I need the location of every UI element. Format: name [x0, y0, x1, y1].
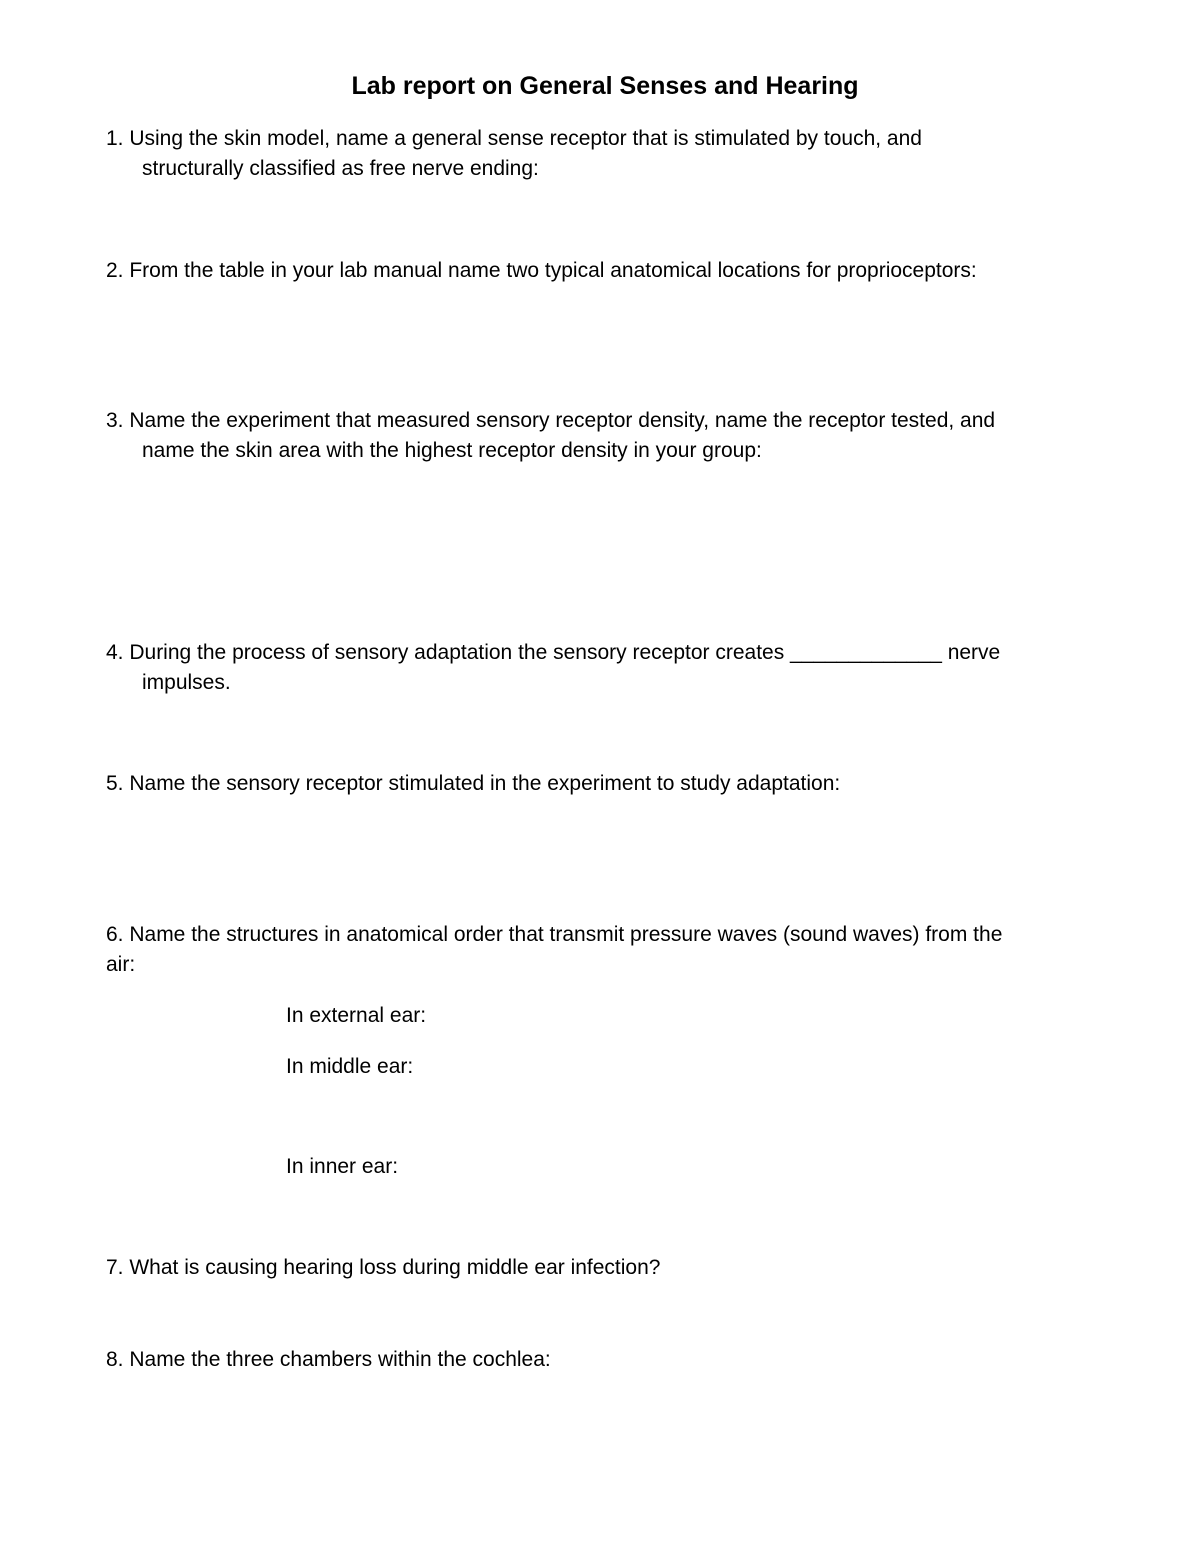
question-6 [106, 920, 1126, 980]
question-8 [106, 1345, 1126, 1375]
question-2 [106, 256, 1126, 286]
question-4-line-2: impulses. [142, 671, 231, 694]
question-5 [106, 769, 1126, 799]
question-1-line-2: structurally classified as free nerve ending: [142, 157, 539, 180]
question-3-line-2: name the skin area with the highest receptor density in your group: [142, 439, 762, 462]
question-6-external-ear: In external ear: [286, 1004, 427, 1027]
question-1 [106, 124, 1126, 184]
question-6-middle-ear: In middle ear: [286, 1055, 414, 1078]
question-6-line-2: air: [106, 953, 136, 976]
question-7-line-1: 7. What is causing hearing loss during middle ear infection? [106, 1256, 661, 1279]
question-2-line-1: 2. From the table in your lab manual name two typical anatomical locations for proprioceptors: [106, 259, 977, 282]
question-3-line-1: 3. Name the experiment that measured sensory receptor density, name the receptor tested, and [106, 409, 996, 432]
question-4-line-1: 4. During the process of sensory adaptation the sensory receptor creates _____________ nerve [106, 641, 1001, 664]
question-6-line-1: 6. Name the structures in anatomical order that transmit pressure waves (sound waves) from the [106, 923, 1003, 946]
question-6-inner-ear: In inner ear: [286, 1155, 399, 1178]
question-1-line-1: 1. Using the skin model, name a general sense receptor that is stimulated by touch, and [106, 127, 922, 150]
question-3 [106, 406, 1126, 466]
document-title: Lab report on General Senses and Hearing [351, 72, 859, 100]
question-4 [106, 638, 1126, 698]
question-7 [106, 1253, 1126, 1283]
question-8-line-1: 8. Name the three chambers within the cochlea: [106, 1348, 551, 1371]
question-5-line-1: 5. Name the sensory receptor stimulated in the experiment to study adaptation: [106, 772, 841, 795]
